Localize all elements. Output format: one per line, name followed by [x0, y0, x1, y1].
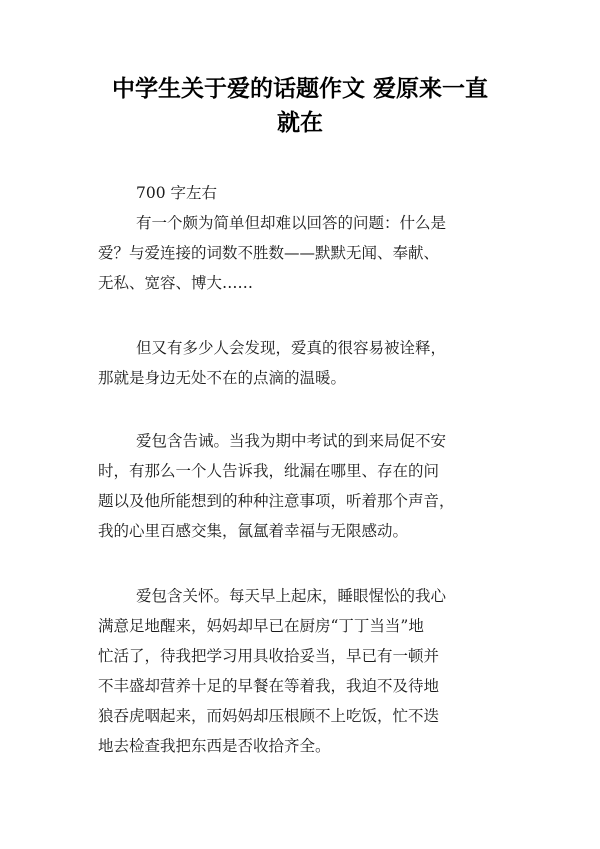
- paragraph-3: [98, 426, 502, 546]
- paragraph-line: 爱？与爱连接的词数不胜数——默默无闻、奉献、: [98, 244, 440, 262]
- paragraph-line: 狼吞虎咽起来，而妈妈却压根顾不上吃饭，忙不迭: [98, 707, 440, 725]
- paragraph-line: 爱包含告诫。当我为期中考试的到来局促不安: [136, 432, 447, 450]
- document-title: [60, 72, 540, 140]
- paragraph-line: 有一个颇为简单但却难以回答的问题：什么是: [136, 214, 447, 232]
- paragraph-line: 但又有多少人会发现，爱真的很容易被诠释，: [136, 339, 447, 357]
- title-line-2: 就在: [277, 110, 323, 136]
- paragraph-4: [98, 581, 502, 761]
- word-count-note: 700 字左右: [136, 184, 218, 202]
- paragraph-line: 不丰盛却营养十足的早餐在等着我，我迫不及待地: [98, 677, 440, 695]
- paragraph-line: 地去检查我把东西是否收拾齐全。: [98, 737, 331, 755]
- paragraph-intro: [98, 178, 502, 298]
- title-line-1: 中学生关于爱的话题作文 爱原来一直: [111, 76, 488, 102]
- paragraph-line: 那就是身边无处不在的点滴的温暖。: [98, 369, 347, 387]
- paragraph-line: 时，有那么一个人告诉我，纰漏在哪里、存在的问: [98, 462, 440, 480]
- paragraph-line: 忙活了，待我把学习用具收拾妥当，早已有一顿并: [98, 647, 440, 665]
- paragraph-line: 无私、宽容、博大……: [98, 274, 254, 292]
- paragraph-line: 我的心里百感交集，氤氲着幸福与无限感动。: [98, 522, 409, 540]
- paragraph-line: 爱包含关怀。每天早上起床，睡眼惺忪的我心: [136, 587, 447, 605]
- paragraph-2: [98, 333, 502, 393]
- paragraph-line: 题以及他所能想到的种种注意事项，听着那个声音，: [98, 492, 455, 510]
- paragraph-line: 满意足地醒来，妈妈却早已在厨房“丁丁当当”地: [98, 617, 424, 635]
